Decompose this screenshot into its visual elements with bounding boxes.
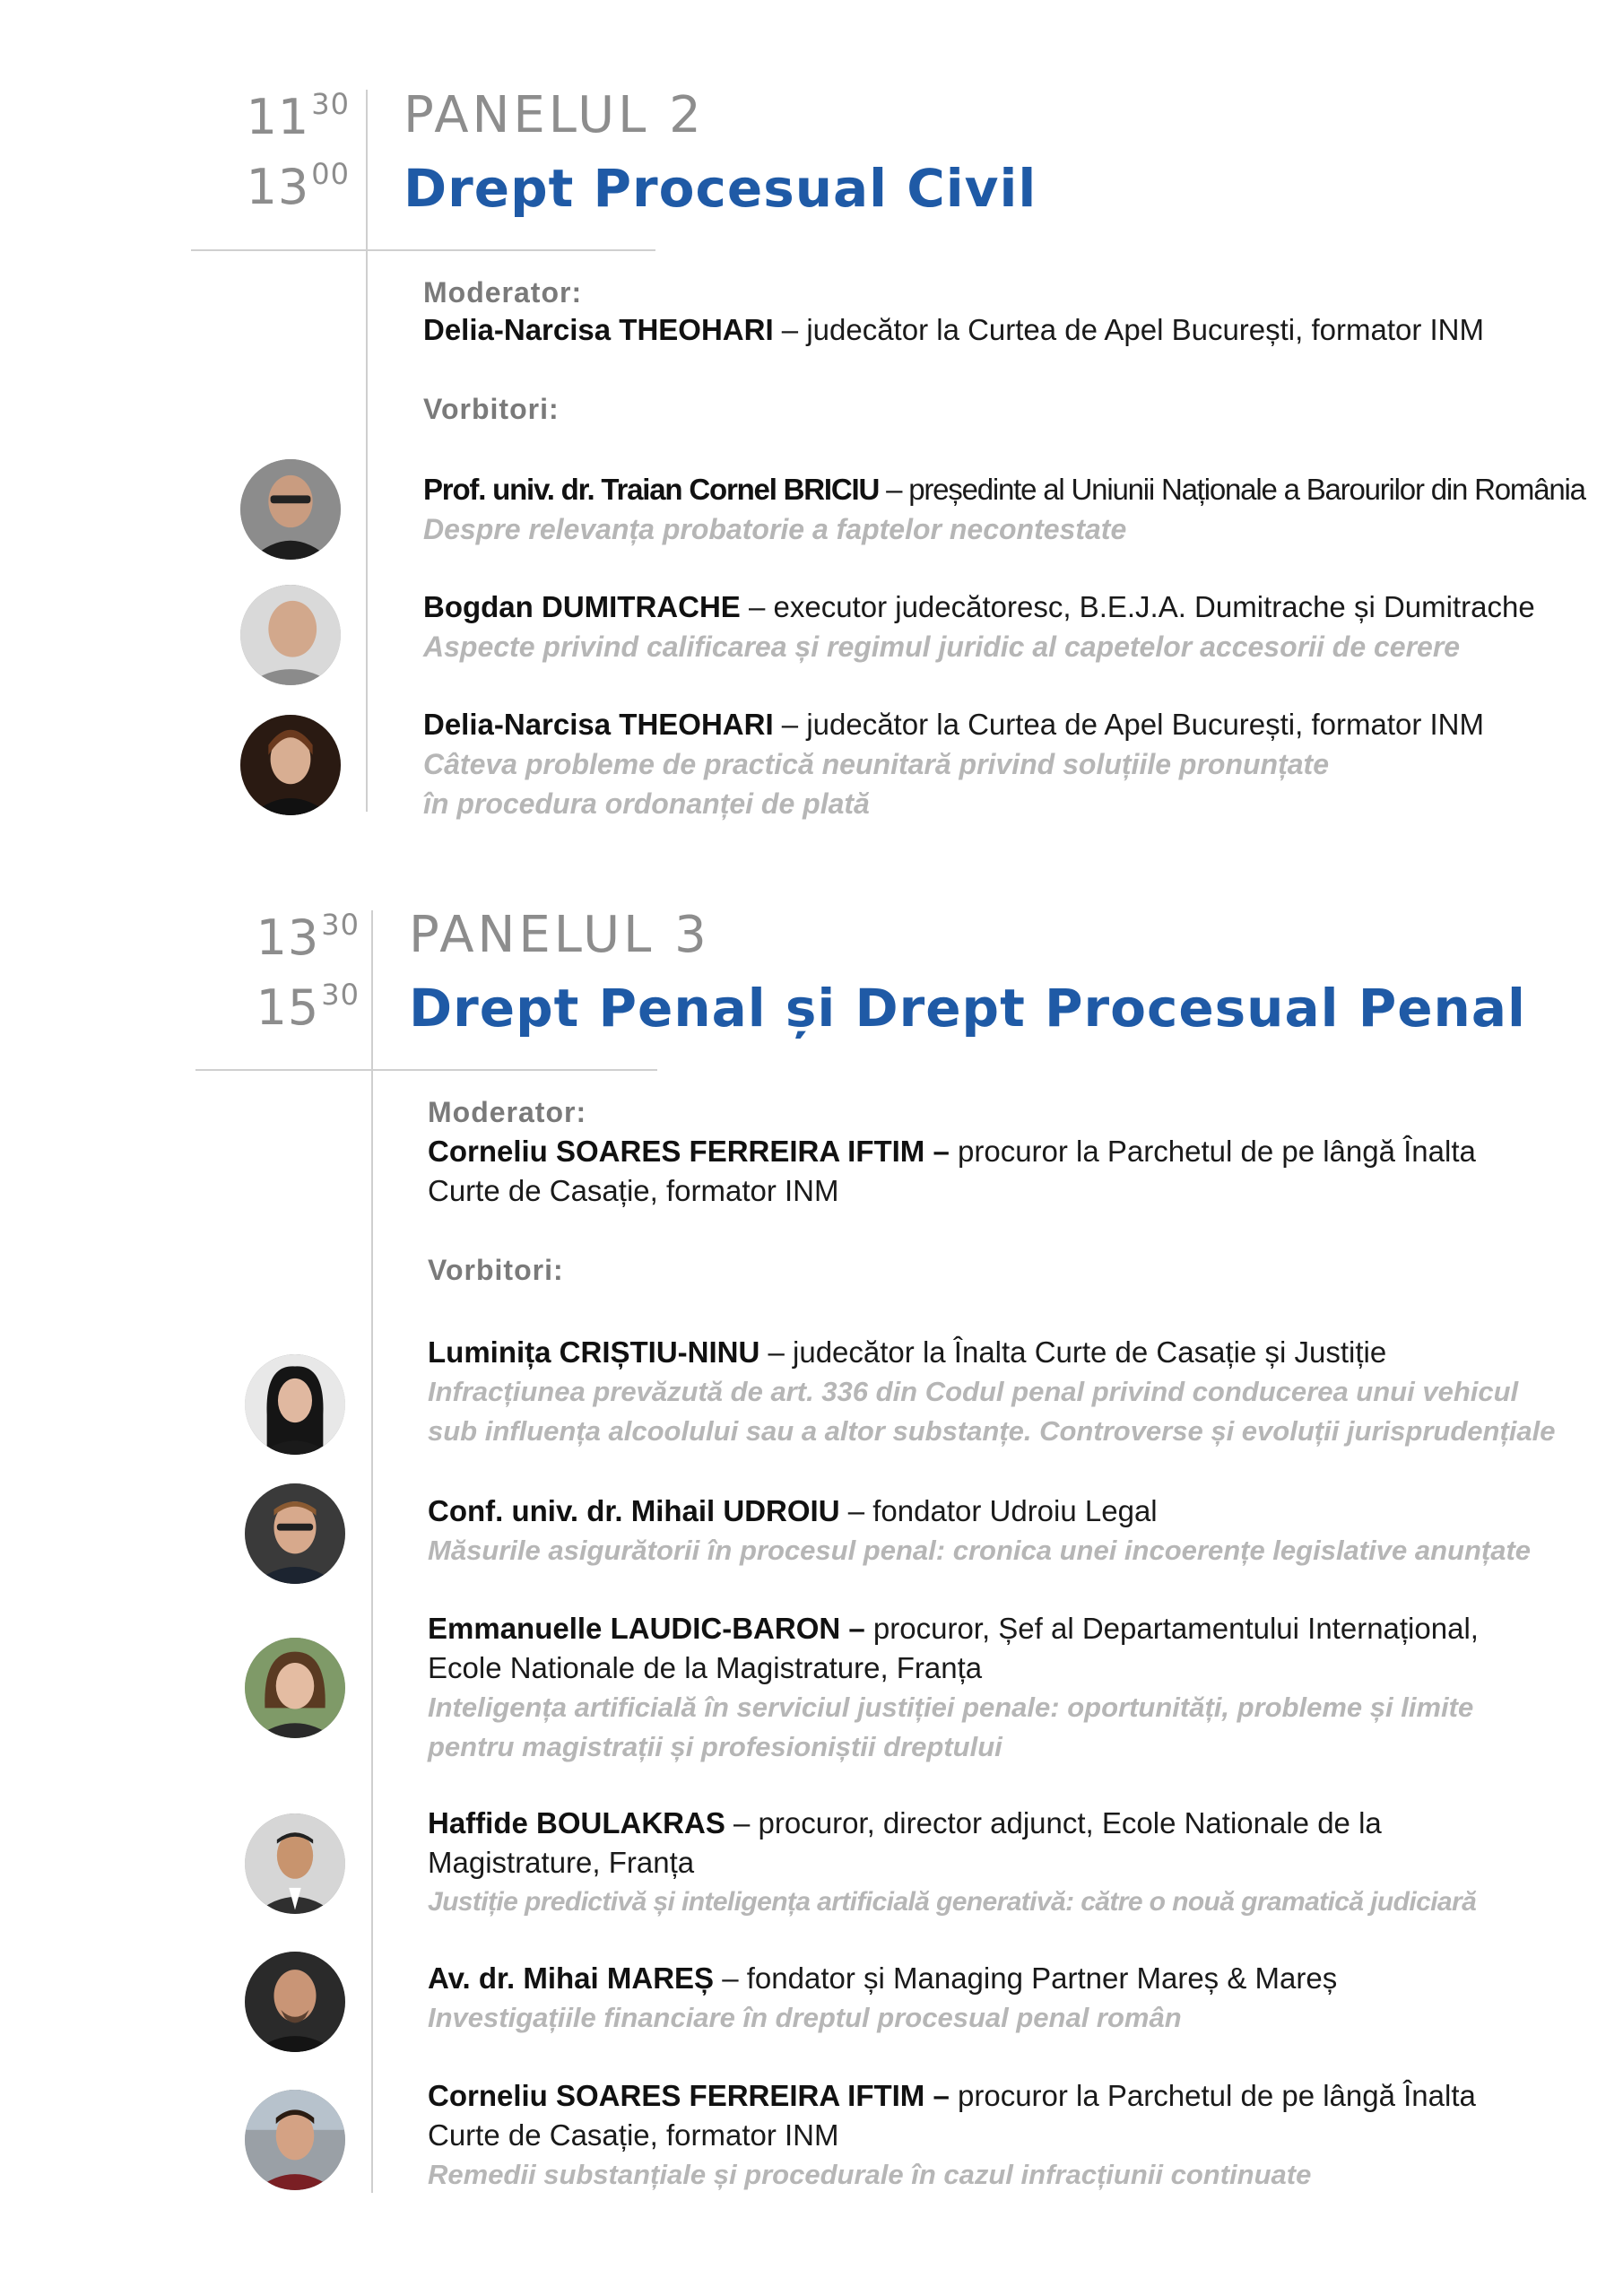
speaker-name: Conf. univ. dr. Mihail UDROIU [428,1494,840,1527]
panel-2-speakers-label: Vorbitori: [423,393,560,425]
talk-title: în procedura ordonanței de plată [423,787,870,820]
moderator-name: Corneliu SOARES FERREIRA IFTIM – [428,1135,950,1168]
speaker-role: – fondator și Managing Partner Mareș & Mareș [714,1961,1338,1995]
panel-3-speaker [428,1804,1476,1922]
speaker-name: Prof. univ. dr. Traian Cornel BRICIU [423,473,880,506]
panel-2-moderator-label: Moderator: [423,276,583,309]
speaker-name: Corneliu SOARES FERREIRA IFTIM – [428,2079,950,2112]
moderator-role-continued: Curte de Casație, formator INM [428,1174,839,1207]
speaker-role: – judecător la Înalta Curte de Casație și Justiție [759,1335,1387,1369]
panel-2-end-time: $13^{00}$ [246,157,350,215]
avatar [245,2090,345,2190]
panel-3-speakers-label: Vorbitori: [428,1254,564,1286]
avatar [245,1952,345,2052]
speaker-role: – procuror, director adjunct, Ecole Nationale de la [725,1806,1382,1839]
panel-3-speaker [428,1492,1531,1570]
panel-2-speaker [423,587,1535,666]
talk-title: Despre relevanța probatorie a faptelor necontestate [423,513,1127,545]
talk-title: Câteva probleme de practică neunitară privind soluțiile pronunțate [423,748,1329,780]
panel-2-moderator [423,310,1484,350]
speaker-role: – executor judecătoresc, B.E.J.A. Dumitrache și Dumitrache [740,590,1535,623]
panel-2-times [206,87,350,215]
panel-2-speaker [423,470,1585,549]
speaker-role-continued: Magistrature, Franța [428,1846,695,1879]
speaker-name: Delia-Narcisa THEOHARI [423,708,774,741]
speaker-name: Emmanuelle LAUDIC-BARON – [428,1612,865,1645]
avatar [240,715,341,815]
avatar [245,1813,345,1914]
panel-2-speaker [423,705,1484,823]
speaker-role: – președinte al Uniunii Naționale a Barourilor din România [879,473,1585,506]
speaker-name: Av. dr. Mihai MAREȘ [428,1961,715,1995]
talk-title: Infracțiunea prevăzută de art. 336 din Codul penal privind conducerea unui vehicul [428,1376,1519,1407]
panel-3-moderator [428,1132,1476,1211]
moderator-name: Delia-Narcisa THEOHARI [423,313,774,346]
panel-3-title: Drept Penal și Drept Procesual Penal [409,978,1526,1039]
speaker-role: – judecător la Curtea de Apel București, formator INM [773,708,1484,741]
speaker-role-continued: Ecole Nationale de la Magistrature, Franța [428,1651,983,1684]
speaker-name: Haffide BOULAKRAS [428,1806,725,1839]
panel-3-end-time: $15^{30}$ [256,978,360,1036]
talk-title: sub influența alcoolului sau a altor substanțe. Controverse și evoluții jurisprudențiale [428,1415,1556,1447]
speaker-role: procuror la Parchetul de pe lângă Înalta [949,2079,1476,2112]
talk-title: Măsurile asigurătorii în procesul penal: cronica unei incoerențe legislative anunțate [428,1535,1532,1566]
talk-title: Investigațiile financiare în dreptul procesual penal român [428,2002,1182,2033]
panel-3-moderator-label: Moderator: [428,1096,587,1128]
speaker-role: – fondator Udroiu Legal [839,1494,1158,1527]
moderator-role: – judecător la Curtea de Apel București, formator INM [773,313,1484,346]
panel-2-horizontal-divider [191,249,655,251]
panel-3-label: PANELUL 3 [409,906,710,964]
avatar [245,1638,345,1738]
avatar [245,1354,345,1455]
panel-2-vertical-divider [366,90,368,812]
speaker-role: procuror, Șef al Departamentului Internațional, [864,1612,1479,1645]
panel-3-speaker [428,1959,1337,2038]
panel-2-title: Drept Procesual Civil [404,158,1037,219]
talk-title: Inteligența artificială în serviciul justiției penale: oportunități, probleme și limite [428,1692,1474,1723]
avatar [245,1483,345,1584]
panel-3-start-time: $13^{30}$ [256,908,360,966]
panel-3-speaker [428,1333,1555,1451]
panel-3-horizontal-divider [195,1069,657,1071]
panel-3-speaker [428,1609,1479,1767]
speaker-role-continued: Curte de Casație, formator INM [428,2118,839,2152]
talk-title: Remedii substanțiale și procedurale în cazul infracțiunii continuate [428,2159,1312,2190]
avatar [240,585,341,685]
panel-3-vertical-divider [371,910,373,2193]
panel-2-start-time: $11^{30}$ [246,87,350,145]
talk-title: pentru magistrații și profesioniștii dreptului [428,1731,1002,1762]
avatar [240,459,341,560]
talk-title: Justiție predictivă și inteligența artificială generativă: către o nouă gramatică judiciară [428,1887,1477,1917]
talk-title: Aspecte privind calificarea și regimul juridic al capetelor accesorii de cerere [423,631,1461,663]
panel-2-label: PANELUL 2 [404,86,705,144]
panel-3-times [212,908,360,1036]
speaker-name: Luminița CRIȘTIU-NINU [428,1335,760,1369]
speaker-name: Bogdan DUMITRACHE [423,590,741,623]
moderator-role: procuror la Parchetul de pe lângă Înalta [949,1135,1476,1168]
panel-3-speaker [428,2076,1476,2195]
